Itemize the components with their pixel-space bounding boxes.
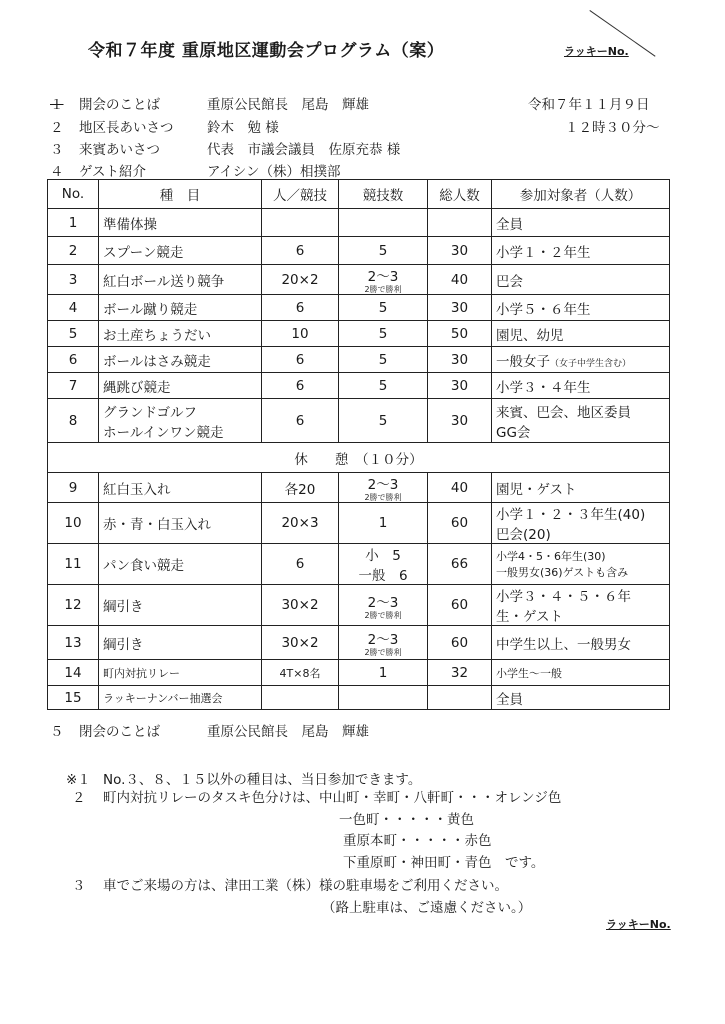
- row-per: 30×2: [262, 585, 339, 626]
- row-total: 66: [428, 544, 492, 585]
- closing-detail: 重原公民館長 尾島 輝雄: [207, 724, 369, 740]
- row-count: 2～3 2勝で勝利: [339, 626, 428, 660]
- row-per: 6: [262, 544, 339, 585]
- note-3-mark: ３: [72, 878, 86, 894]
- row-event: 町内対抗リレー: [99, 660, 262, 686]
- program-4-num: ４: [50, 164, 64, 180]
- row-event: 準備体操: [99, 209, 262, 237]
- program-1-num: １: [50, 97, 64, 113]
- program-1-item: 開会のことば: [79, 97, 160, 113]
- row-event: グランドゴルフ ホールインワン競走: [99, 399, 262, 443]
- table-row: [48, 347, 670, 373]
- row-count: 5: [339, 347, 428, 373]
- row-target: 小学３・４年生: [492, 373, 670, 399]
- row-no: 5: [48, 321, 99, 347]
- row-count: 1: [339, 503, 428, 544]
- row-total: 60: [428, 503, 492, 544]
- row-no: 7: [48, 373, 99, 399]
- row-event: お土産ちょうだい: [99, 321, 262, 347]
- row-per: 6: [262, 399, 339, 443]
- table-row: [48, 265, 670, 295]
- row-total: 32: [428, 660, 492, 686]
- row-total: [428, 209, 492, 237]
- row-no: 14: [48, 660, 99, 686]
- header-count: 競技数: [339, 180, 428, 209]
- row-per: 4T×8名: [262, 660, 339, 686]
- row-event: ラッキーナンバー抽選会: [99, 686, 262, 710]
- row-count: 5: [339, 399, 428, 443]
- row-count: 1: [339, 660, 428, 686]
- row-target: 全員: [492, 686, 670, 710]
- row-no: 2: [48, 237, 99, 265]
- closing-item: 閉会のことば: [79, 724, 160, 740]
- table-header-row: [48, 180, 670, 209]
- row-per: [262, 209, 339, 237]
- row-target: 小学１・２年生: [492, 237, 670, 265]
- note-1-mark: ※１: [66, 772, 91, 788]
- row-per: 6: [262, 347, 339, 373]
- table-row: [48, 626, 670, 660]
- table-row: [48, 209, 670, 237]
- row-no: 12: [48, 585, 99, 626]
- row-event: 綱引き: [99, 626, 262, 660]
- lucky-number-label-top: ラッキーNo.: [564, 45, 629, 58]
- row-target: 小学１・２・３年生(40) 巴会(20): [492, 503, 670, 544]
- row-per: 各20: [262, 473, 339, 503]
- row-per: 20×2: [262, 265, 339, 295]
- row-event: 綱引き: [99, 585, 262, 626]
- header-no: No.: [48, 180, 99, 209]
- row-no: 6: [48, 347, 99, 373]
- row-per: 6: [262, 373, 339, 399]
- table-row: [48, 373, 670, 399]
- program-4-item: ゲスト紹介: [79, 164, 146, 180]
- note-2-mark: ２: [72, 790, 86, 806]
- row-per: 10: [262, 321, 339, 347]
- note-2-text: 町内対抗リレーのタスキ色分けは、中山町・幸町・八軒町・・・オレンジ色: [103, 790, 562, 806]
- row-total: 30: [428, 399, 492, 443]
- row-event: 紅白玉入れ: [99, 473, 262, 503]
- header-target: 参加対象者（人数）: [492, 180, 670, 209]
- row-per: 6: [262, 295, 339, 321]
- row-total: 30: [428, 373, 492, 399]
- row-total: 30: [428, 237, 492, 265]
- row-no: 9: [48, 473, 99, 503]
- row-target: 園児・ゲスト: [492, 473, 670, 503]
- row-target: 中学生以上、一般男女: [492, 626, 670, 660]
- row-event: ボールはさみ競走: [99, 347, 262, 373]
- break-row: [48, 443, 670, 473]
- row-target: 巴会: [492, 265, 670, 295]
- row-per: 6: [262, 237, 339, 265]
- note-2-line4: 下重原町・神田町・青色 です。: [343, 855, 545, 871]
- row-count: 2～3 2勝で勝利: [339, 473, 428, 503]
- row-count: 5: [339, 295, 428, 321]
- row-total: 40: [428, 265, 492, 295]
- schedule-table: [47, 179, 670, 710]
- row-per: [262, 686, 339, 710]
- row-count: 2～3 2勝で勝利: [339, 265, 428, 295]
- note-2-line2: 一色町・・・・・黄色: [339, 812, 474, 828]
- program-1-detail: 重原公民館長 尾島 輝雄: [207, 97, 369, 113]
- row-total: 50: [428, 321, 492, 347]
- table-row: [48, 503, 670, 544]
- program-2-item: 地区長あいさつ: [79, 120, 174, 136]
- row-count: 小 5 一般 6: [339, 544, 428, 585]
- row-no: 4: [48, 295, 99, 321]
- row-total: [428, 686, 492, 710]
- table-row: [48, 585, 670, 626]
- row-event: ボール蹴り競走: [99, 295, 262, 321]
- note-2-line3: 重原本町・・・・・赤色: [343, 833, 492, 849]
- table-row: [48, 237, 670, 265]
- note-1-text: No.３、８、１５以外の種目は、当日参加できます。: [103, 772, 422, 788]
- row-target: 小学生～一般: [492, 660, 670, 686]
- row-event: 紅白ボール送り競争: [99, 265, 262, 295]
- event-date: 令和７年１１月９日: [528, 97, 650, 113]
- row-event: スプーン競走: [99, 237, 262, 265]
- row-event: 赤・青・白玉入れ: [99, 503, 262, 544]
- program-4-detail: アイシン（株）相撲部: [207, 164, 341, 180]
- row-no: 15: [48, 686, 99, 710]
- row-target: 小学５・６年生: [492, 295, 670, 321]
- program-2-num: ２: [50, 120, 64, 136]
- row-no: 11: [48, 544, 99, 585]
- row-target: 小学３・４・５・６年 生・ゲスト: [492, 585, 670, 626]
- row-count: 5: [339, 237, 428, 265]
- row-count: 2～3 2勝で勝利: [339, 585, 428, 626]
- row-total: 60: [428, 626, 492, 660]
- row-total: 30: [428, 295, 492, 321]
- row-total: 60: [428, 585, 492, 626]
- lucky-number-label-bottom: ラッキーNo.: [606, 918, 671, 931]
- row-target: 一般女子（女子中学生含む）: [492, 347, 670, 373]
- row-per: 20×3: [262, 503, 339, 544]
- row-target: 小学4・5・6年生(30) 一般男女(36)ゲストも含み: [492, 544, 670, 585]
- table-row: [48, 686, 670, 710]
- table-row: [48, 295, 670, 321]
- row-target: 園児、幼児: [492, 321, 670, 347]
- table-row: [48, 399, 670, 443]
- row-event: パン食い競走: [99, 544, 262, 585]
- row-count: 5: [339, 373, 428, 399]
- header-total: 総人数: [428, 180, 492, 209]
- note-3-line2: （路上駐車は、ご遠慮ください。）: [322, 900, 532, 916]
- event-time: １２時３０分～: [565, 120, 660, 136]
- row-target: 来賓、巴会、地区委員 GG会: [492, 399, 670, 443]
- table-row: [48, 660, 670, 686]
- row-event: 縄跳び競走: [99, 373, 262, 399]
- program-2-detail: 鈴木 勉 様: [207, 120, 279, 136]
- header-event: 種 目: [99, 180, 262, 209]
- program-3-num: ３: [50, 142, 64, 158]
- program-3-detail: 代表 市議会議員 佐原充恭 様: [207, 142, 401, 158]
- row-no: 3: [48, 265, 99, 295]
- break-label: 休 憩 （１０分）: [48, 443, 670, 473]
- row-no: 13: [48, 626, 99, 660]
- table-row: [48, 473, 670, 503]
- table-row: [48, 321, 670, 347]
- row-count: [339, 209, 428, 237]
- page-title: 令和７年度 重原地区運動会プログラム（案）: [88, 41, 445, 61]
- note-3-text: 車でご来場の方は、津田工業（株）様の駐車場をご利用ください。: [103, 878, 508, 894]
- table-row: [48, 544, 670, 585]
- row-no: 10: [48, 503, 99, 544]
- row-no: 1: [48, 209, 99, 237]
- row-total: 40: [428, 473, 492, 503]
- row-no: 8: [48, 399, 99, 443]
- row-total: 30: [428, 347, 492, 373]
- row-per: 30×2: [262, 626, 339, 660]
- row-count: [339, 686, 428, 710]
- row-target: 全員: [492, 209, 670, 237]
- row-count: 5: [339, 321, 428, 347]
- header-per: 人／競技: [262, 180, 339, 209]
- closing-num: ５: [50, 724, 64, 740]
- program-3-item: 来賓あいさつ: [79, 142, 160, 158]
